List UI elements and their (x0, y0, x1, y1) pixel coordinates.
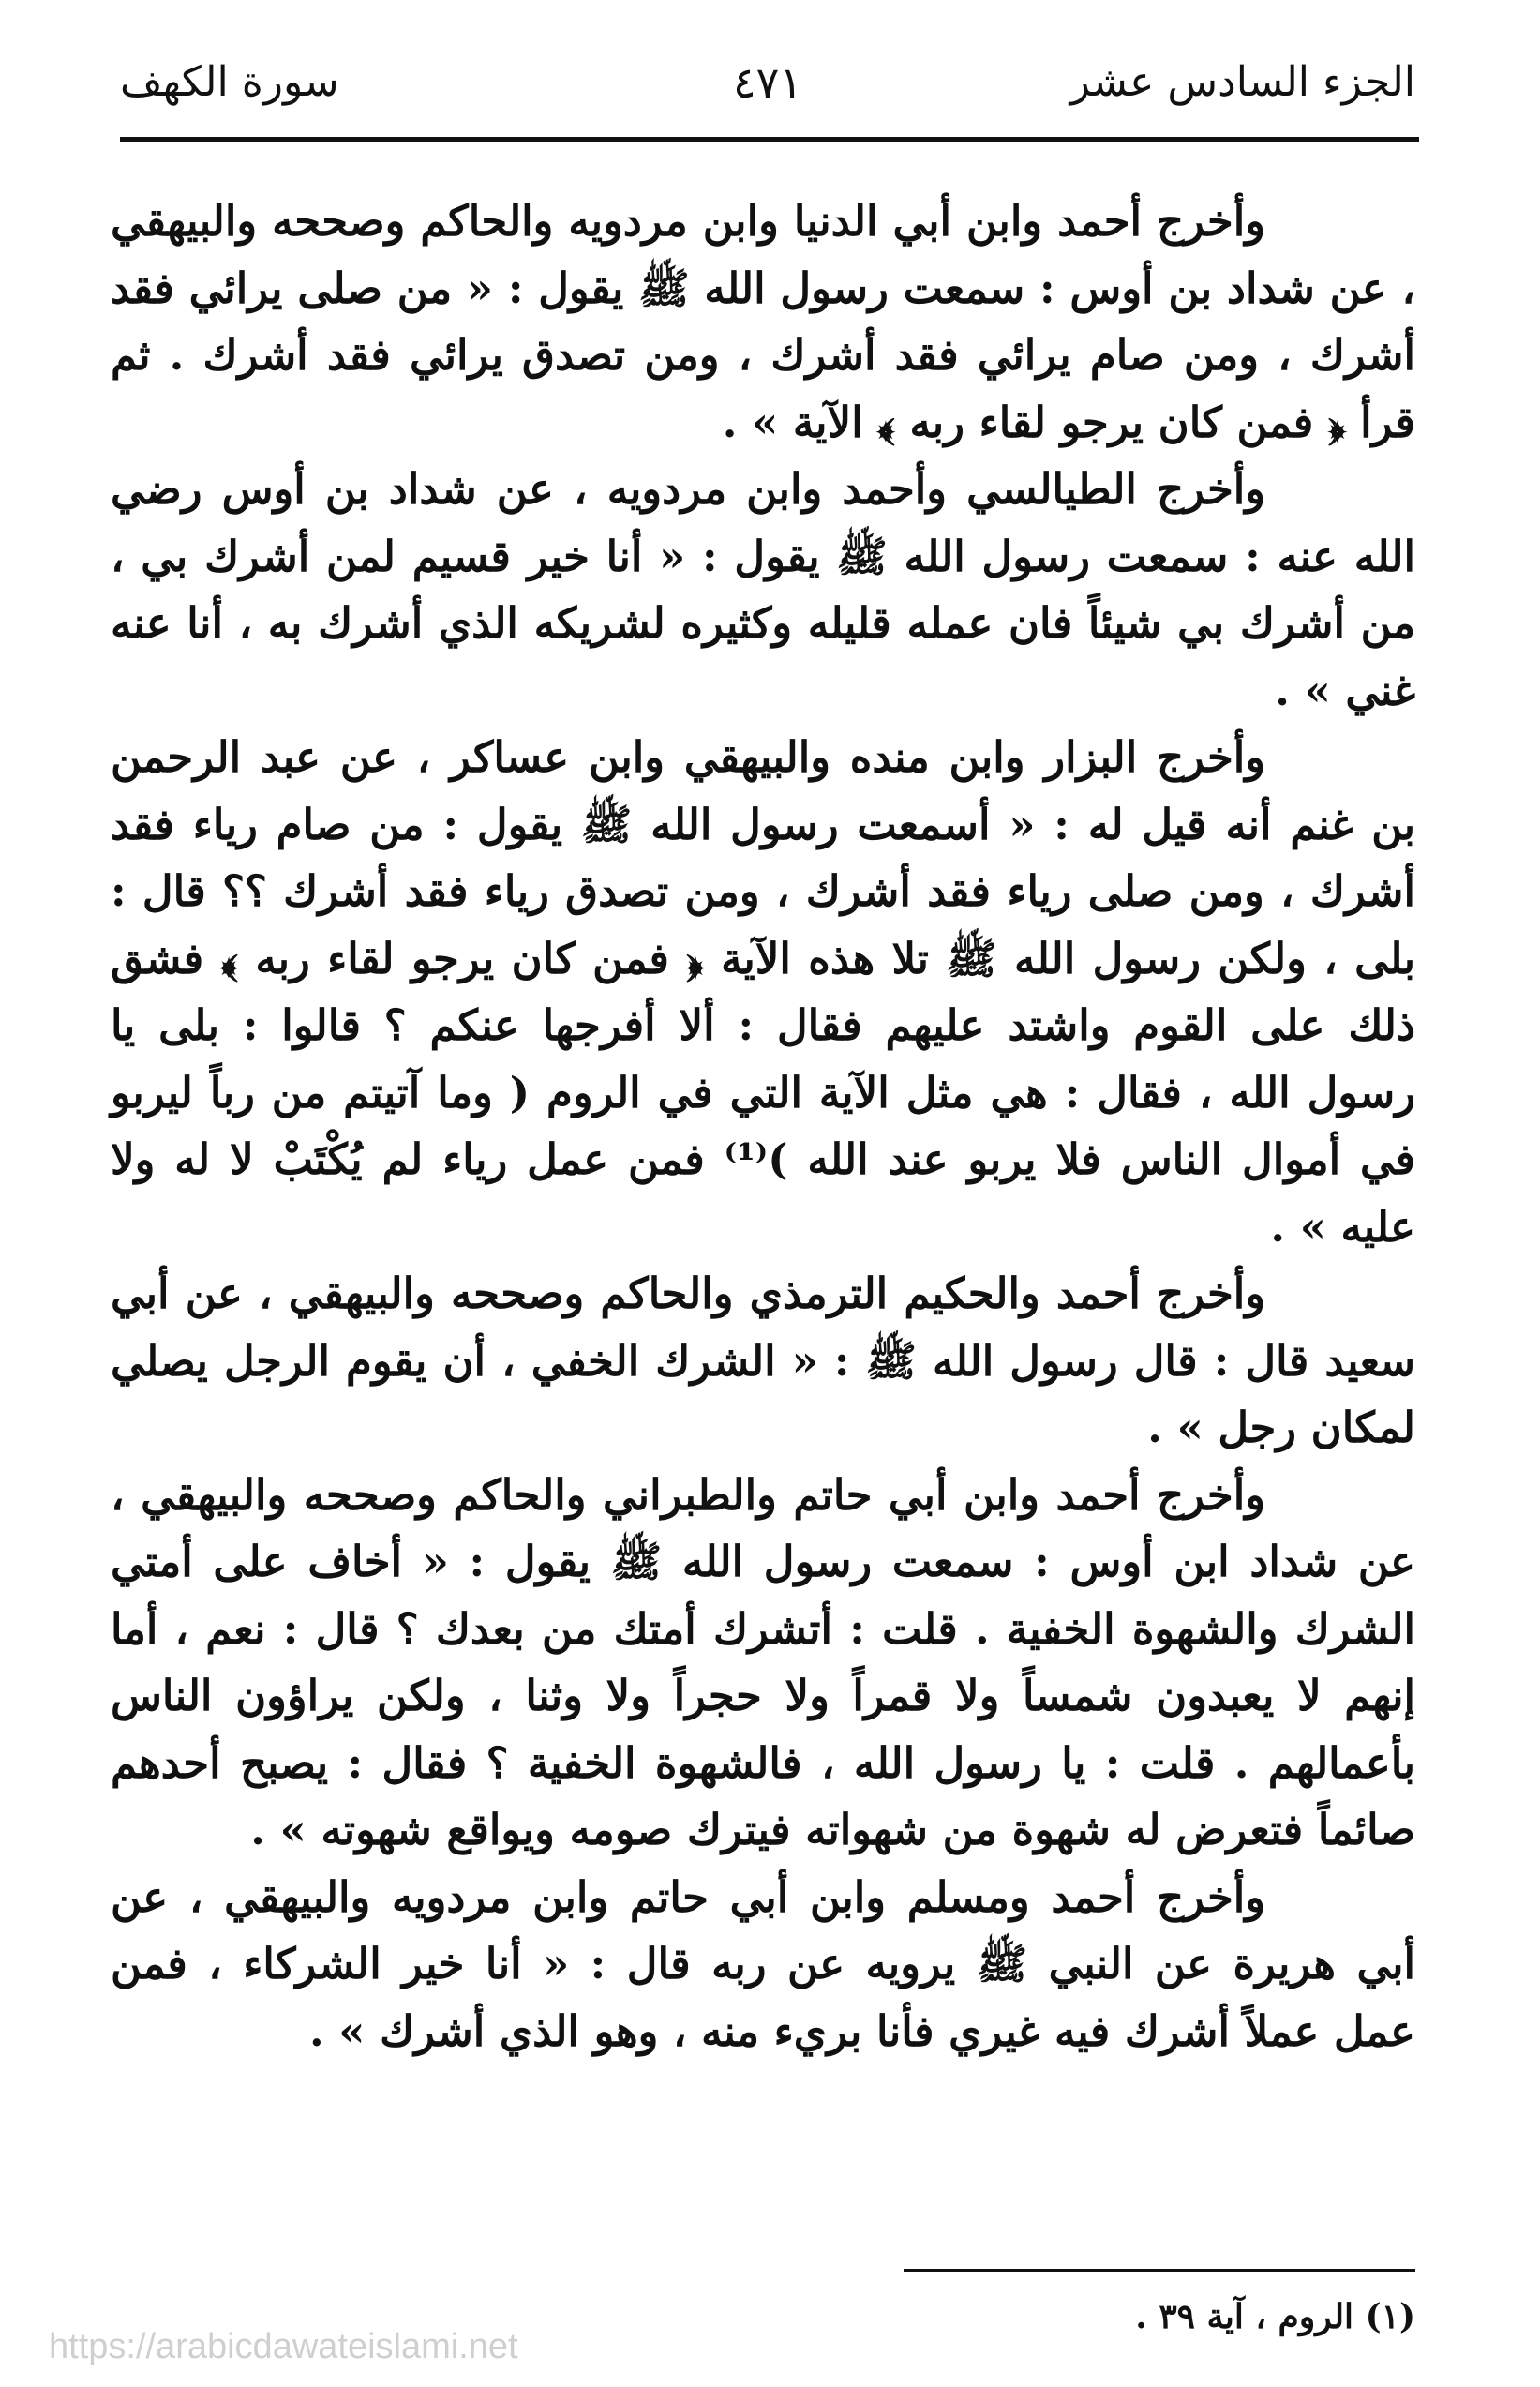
footnote: (١) الروم ، آية ٣٩ . (1135, 2297, 1415, 2336)
paragraph: وأخرج أحمد وابن أبي حاتم والطبراني والحاكم وصححه والبيهقي ، عن شداد ابن أوس : سمعت رسول الله ﷺ يقول : « أخاف على أمتي الشرك والشهوة الخفية . قلت : أتشرك أمتك من بعدك ؟ قال : نعم ، أما إنهم لا يعبدون شمساً ولا قمراً ولا حجراً ولا وثنا ، ولكن يراؤون الناس بأعمالهم . قلت : يا رسول الله ، فالشهوة الخفية ؟ فقال : يصبح أحدهم صائماً فتعرض له شهوة من شهواته فيترك صومه ويواقع شهوته » . (111, 1469, 1415, 1854)
paragraph: وأخرج البزار وابن منده والبيهقي وابن عساكر ، عن عبد الرحمن بن غنم أنه قيل له : « أسمعت رسول الله ﷺ يقول : من صام رياء فقد أشرك ، ومن صلى رياء فقد أشرك ، ومن تصدق رياء فقد أشرك ؟؟ قال : بلى ، ولكن رسول الله ﷺ تلا هذه الآية ﴿ فمن كان يرجو لقاء ربه ﴾ فشق ذلك على القوم واشتد عليهم فقال : ألا أفرجها عنكم ؟ قالوا : بلى يا رسول الله ، فقال : هي مثل الآية التي في الروم ( وما آتيتم من رباً ليربو في أموال الناس فلا يربو عند الله )⁽¹⁾ فمن عمل رياء لم يُكْتَبْ لا له ولا عليه » . (111, 732, 1415, 1252)
page-header (120, 54, 1415, 120)
watermark-url: https://arabicdawateislami.net (49, 2327, 518, 2366)
paragraph: وأخرج أحمد والحكيم الترمذي والحاكم وصححه والبيهقي ، عن أبي سعيد قال : قال رسول الله ﷺ : « الشرك الخفي ، أن يقوم الرجل يصلي لمكان رجل » . (111, 1269, 1415, 1452)
main-text (111, 188, 1415, 2064)
page-number: ٤٧١ (732, 57, 803, 108)
paragraph: وأخرج أحمد ومسلم وابن أبي حاتم وابن مردويه والبيهقي ، عن أبي هريرة عن النبي ﷺ يرويه عن ربه قال : « أنا خير الشركاء ، فمن عمل عملاً أشرك فيه غيري فأنا بريء منه ، وهو الذي أشرك » . (111, 1871, 1415, 2056)
paragraph: وأخرج أحمد وابن أبي الدنيا وابن مردويه والحاكم وصححه والبيهقي ، عن شداد بن أوس : سمعت رسول الله ﷺ يقول : « من صلى يرائي فقد أشرك ، ومن صام يرائي فقد أشرك ، ومن تصدق يرائي فقد أشرك . ثم قرأ ﴿ فمن كان يرجو لقاء ربه ﴾ الآية » . (111, 196, 1415, 447)
surah-title: سورة الكهف (120, 58, 339, 106)
paragraph: وأخرج الطيالسي وأحمد وابن مردويه ، عن شداد بن أوس رضي الله عنه : سمعت رسول الله ﷺ يقول : « أنا خير قسيم لمن أشرك بي ، من أشرك بي شيئاً فان عمله قليله وكثيره لشريكه الذي أشرك به ، أنا عنه غني » . (111, 464, 1415, 715)
footnote-divider (904, 2269, 1415, 2272)
header-divider (120, 137, 1419, 142)
part-title: الجزء السادس عشر (1069, 58, 1415, 106)
